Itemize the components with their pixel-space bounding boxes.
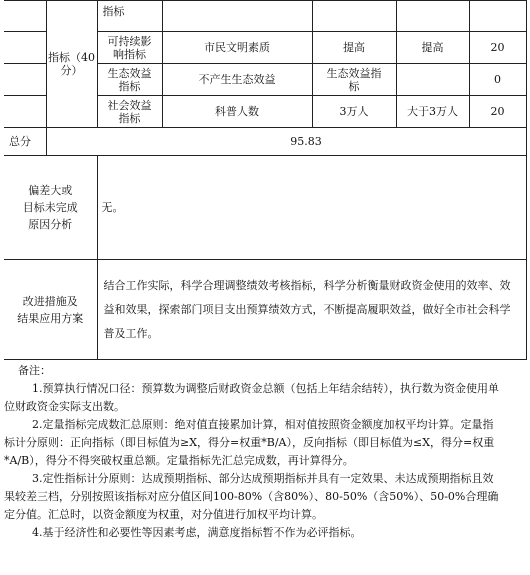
table-row [4, 1, 526, 32]
total-value: 95.83 [46, 128, 526, 156]
row2-label: 生态效益 指标 [97, 64, 162, 96]
row1-target: 提高 [312, 32, 396, 64]
deviation-content: 无。 [97, 156, 526, 260]
performance-table [4, 0, 527, 360]
improvement-row [4, 260, 526, 360]
blank-cell [4, 64, 46, 96]
row1-label: 可持续影 响指标 [97, 32, 162, 64]
note-item: 3.定性指标计分原则：达成预期指标、部分达成预期指标并具有一定效果、未达成预期指标且效果较差三档，分别按照该指标对应分值区间100-80%（含80%）、80-50%（含50%）、50-0%合理确定分值。汇总时，以资金额度为权重，对分值进行加权平均计算。 [4, 472, 499, 521]
note-item: 4.基于经济性和必要性等因素考虑，满意度指标暂不作为必评指标。 [32, 526, 362, 539]
blank-cell [4, 32, 46, 64]
deviation-row [4, 156, 526, 260]
note-item: 2.定量指标完成数汇总原则：绝对值直接累加计算，相对值按照资金额度加权平均计算。定量指标计分原则：正向指标（即目标值为≥X，得分=权重*B/A），反向指标（即目标值为≤X，得分=权重*A/B），得分不得突破权重总额。定量指标先汇总完成数，再计算得分。 [4, 418, 495, 467]
note-item: 1.预算执行情况口径：预算数为调整后财政资金总额（包括上年结余结转），执行数为资金使用单位财政资金实际支出数。 [4, 382, 499, 413]
indicator-group-line: 分） [60, 64, 83, 77]
row2-score: 0 [469, 64, 526, 96]
row2-target: 生态效益指 标 [312, 64, 396, 96]
blank-cell [312, 1, 396, 32]
row0-label: 指标 [97, 1, 162, 32]
deviation-label: 偏差大或 目标未完成 原因分析 [4, 156, 97, 260]
notes-title: 备注： [18, 364, 51, 377]
blank-cell [4, 1, 46, 32]
row2-name: 不产生生态效益 [162, 64, 312, 96]
improvement-content: 结合工作实际，科学合理调整绩效考核指标，科学分析衡量财政资金使用的效率、效益和效果，探索部门项目支出预算绩效方式，不断提高履职效益，做好全市社会科学普及工作。 [97, 260, 526, 360]
blank-cell [162, 1, 312, 32]
row3-label: 社会效益 指标 [97, 96, 162, 128]
row3-target: 3万人 [312, 96, 396, 128]
blank-cell [469, 1, 526, 32]
notes [4, 362, 504, 542]
indicator-group-cell [46, 1, 97, 128]
row1-score: 20 [469, 32, 526, 64]
row1-name: 市民文明素质 [162, 32, 312, 64]
improvement-label: 改进措施及 结果应用方案 [4, 260, 97, 360]
row2-actual [396, 64, 469, 96]
blank-cell [4, 96, 46, 128]
total-row [4, 128, 526, 156]
row3-score: 20 [469, 96, 526, 128]
row1-actual: 提高 [396, 32, 469, 64]
row3-actual: 大于3万人 [396, 96, 469, 128]
row3-name: 科普人数 [162, 96, 312, 128]
blank-cell [396, 1, 469, 32]
total-label: 总分 [4, 128, 46, 156]
indicator-group-line: 指标（40 [48, 51, 95, 64]
